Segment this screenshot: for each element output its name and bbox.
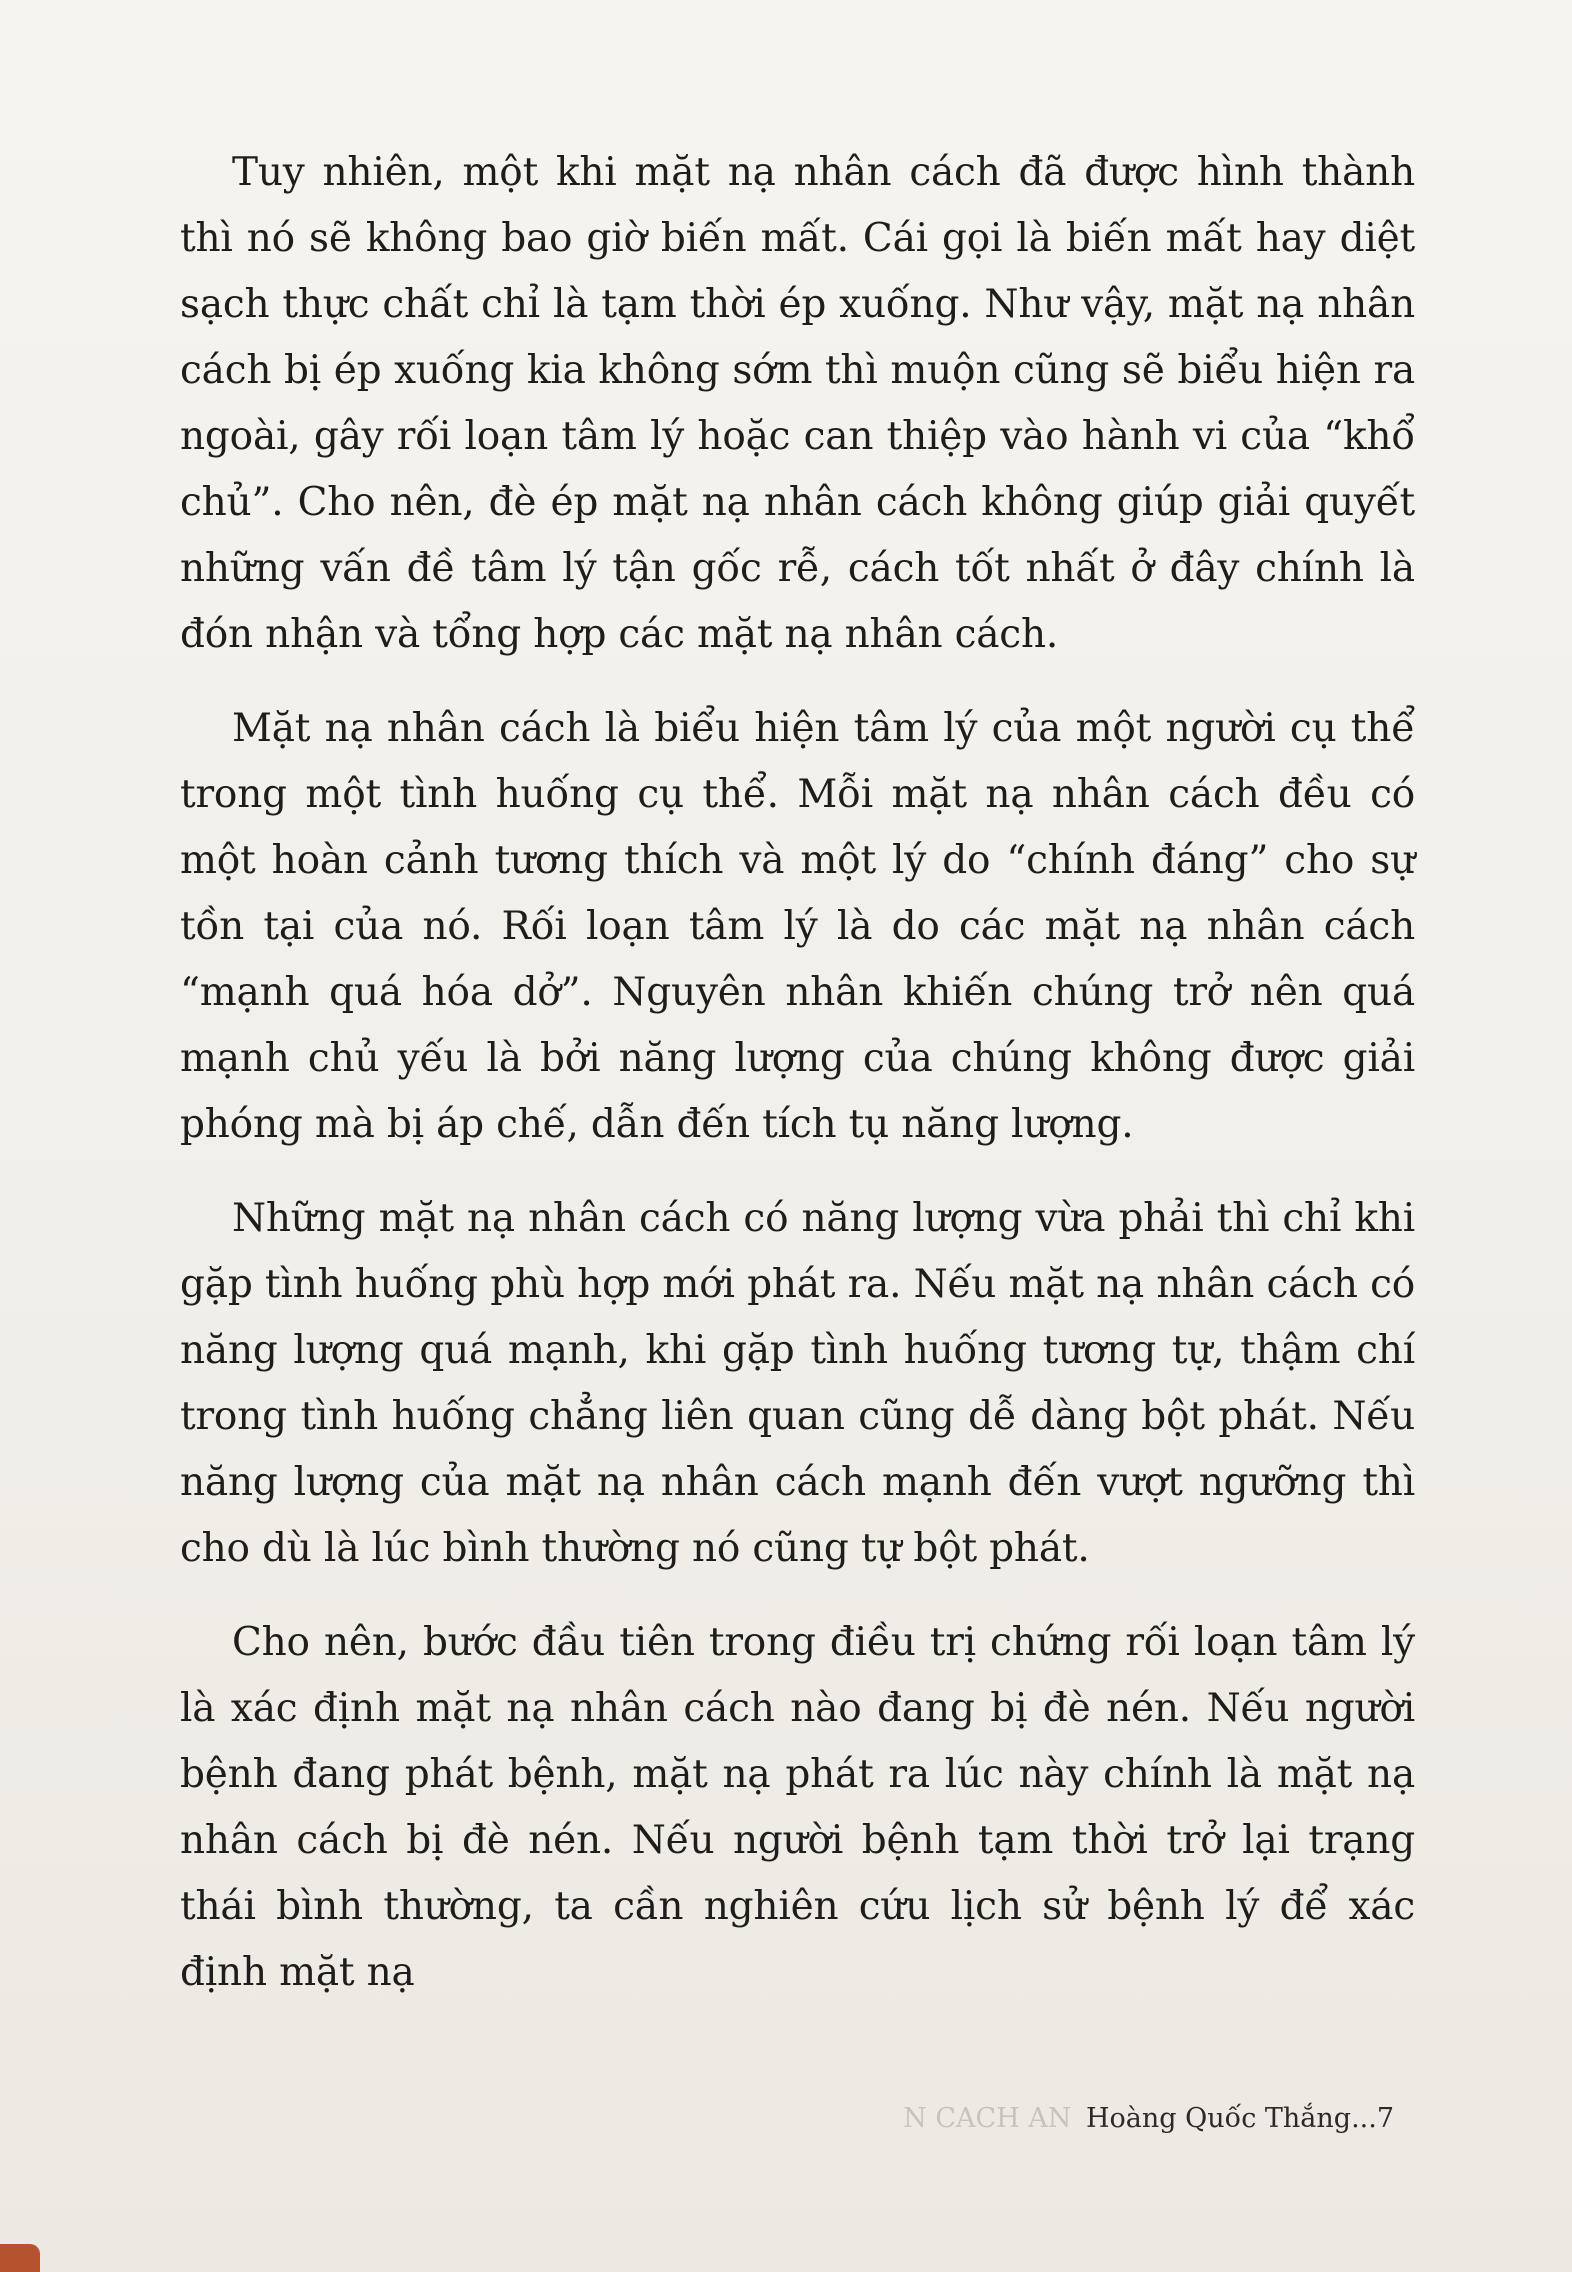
paragraph-2: Mặt nạ nhân cách là biểu hiện tâm lý của một người cụ thể trong một tình huống cụ thể. Mỗi mặt nạ nhân cách đều có một hoàn cảnh tương thích và một lý do “chính đáng” cho sự tồn tại của nó. Rối loạn tâm lý là do các mặt nạ nhân cách “mạnh quá hóa dở”. Nguyên nhân khiến chúng trở nên quá mạnh chủ yếu là bởi năng lượng của chúng không được giải phóng mà bị áp chế, dẫn đến tích tụ năng lượng. [180, 706, 1415, 1147]
running-footer: Hoàng Quốc Thắng...7 [1086, 2103, 1394, 2134]
bleed-through-text: N CACH AN [903, 2103, 1072, 2134]
paragraph-3: Những mặt nạ nhân cách có năng lượng vừa phải thì chỉ khi gặp tình huống phù hợp mới phát ra. Nếu mặt nạ nhân cách có năng lượng quá mạnh, khi gặp tình huống tương tự, thậm chí trong tình huống chẳng liên quan cũng dễ dàng bột phát. Nếu năng lượng của mặt nạ nhân cách mạnh đến vượt ngưỡng thì cho dù là lúc bình thường nó cũng tự bột phát. [180, 1196, 1415, 1571]
body-text [180, 140, 1415, 2034]
paragraph-1: Tuy nhiên, một khi mặt nạ nhân cách đã được hình thành thì nó sẽ không bao giờ biến mất. Cái gọi là biến mất hay diệt sạch thực chất chỉ là tạm thời ép xuống. Như vậy, mặt nạ nhân cách bị ép xuống kia không sớm thì muộn cũng sẽ biểu hiện ra ngoài, gây rối loạn tâm lý hoặc can thiệp vào hành vi của “khổ chủ”. Cho nên, đè ép mặt nạ nhân cách không giúp giải quyết những vấn đề tâm lý tận gốc rễ, cách tốt nhất ở đây chính là đón nhận và tổng hợp các mặt nạ nhân cách. [180, 150, 1415, 657]
page-corner-mark [0, 2244, 40, 2272]
page-footer [903, 2103, 1394, 2135]
paragraph-4: Cho nên, bước đầu tiên trong điều trị chứng rối loạn tâm lý là xác định mặt nạ nhân cách nào đang bị đè nén. Nếu người bệnh đang phát bệnh, mặt nạ phát ra lúc này chính là mặt nạ nhân cách bị đè nén. Nếu người bệnh tạm thời trở lại trạng thái bình thường, ta cần nghiên cứu lịch sử bệnh lý để xác định mặt nạ [180, 1620, 1415, 1995]
